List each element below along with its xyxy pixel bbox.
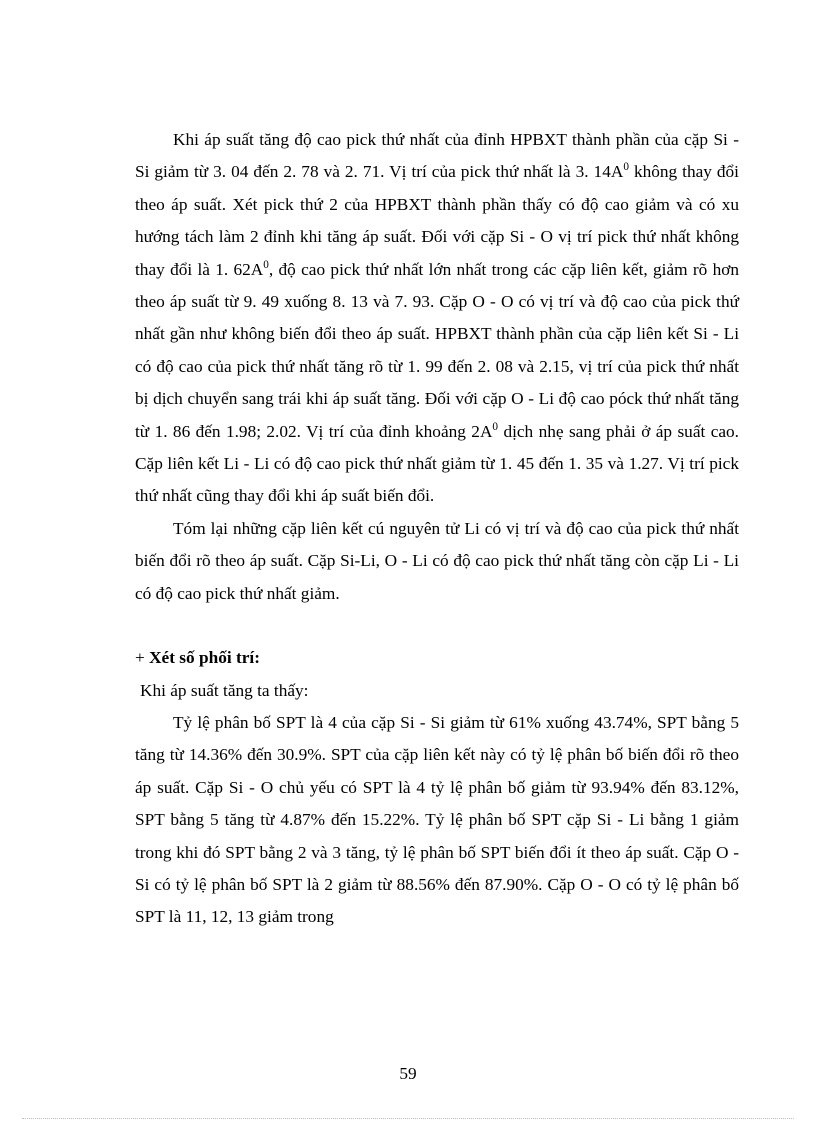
section-lead: Khi áp suất tăng ta thấy: xyxy=(140,680,309,700)
paragraph-summary xyxy=(135,513,739,610)
text-run: không thay đổi theo áp suất. Xét pick thứ 2 của HPBXT thành phần thấy có độ cao giảm và có xu hướng tách làm 2 đỉnh khi tăng áp suất. Đối với cặp Si - O vị trí pick thứ nhất không thay đổi là 1. 62A xyxy=(135,162,739,279)
text-run: Tóm lại những cặp liên kết cú nguyên tử Li có vị trí và độ cao của pick thứ nhất biến đổi rõ theo áp suất. Cặp Si-Li, O - Li có độ cao pick thứ nhất tăng còn cặp Li - Li có độ cao pick thứ nhất giảm. xyxy=(135,518,739,603)
heading-prefix: + xyxy=(135,648,145,668)
text-run: , độ cao pick thứ nhất lớn nhất trong các cặp liên kết, giảm rõ hơn theo áp suất từ 9. 49 xuống 8. 13 và 7. 93. Cặp O - O có vị trí và độ cao của pick thứ nhất gần như không biến đổi theo áp suất. HPBXT thành phần của cặp liên kết Si - Li có độ cao của pick thứ nhất tăng rõ từ 1. 99 đến 2. 08 và 2.15, vị trí của pick thứ nhất bị dịch chuyển sang trái khi áp suất tăng. Đối với cặp O - Li độ cao póck thứ nhất tăng từ 1. 86 đến 1.98; 2.02. Vị trí của đỉnh khoảng 2A xyxy=(135,259,739,441)
section-heading xyxy=(135,642,739,674)
text-run: Khi áp suất tăng độ cao pick thứ nhất của đỉnh HPBXT thành phần của cặp Si - Si giảm từ 3. 04 đến 2. 78 và 2. 71. Vị trí của pick thứ nhất là 3. 14A xyxy=(135,130,739,182)
page-body xyxy=(135,124,739,934)
section-spacer xyxy=(135,610,739,642)
superscript-zero: 0 xyxy=(492,420,499,433)
paragraph-peak-analysis xyxy=(135,124,739,513)
heading-text: Xét số phối trí: xyxy=(149,648,260,668)
superscript-zero: 0 xyxy=(623,161,629,174)
page-number: 59 xyxy=(399,1064,417,1083)
text-run: dịch nhẹ sang phải ở áp suất cao. Cặp liên kết Li - Li có độ cao pick thứ nhất giảm từ 1. 45 đến 1. 35 và 1.27. Vị trí pick thứ nhất cũng thay đổi khi áp suất biến đổi. xyxy=(135,421,739,506)
superscript-zero: 0 xyxy=(263,258,269,271)
paragraph-coordination: Tỷ lệ phân bố SPT là 4 của cặp Si - Si giảm từ 61% xuống 43.74%, SPT bằng 5 tăng từ 14.36% đến 30.9%. SPT của cặp liên kết này có tỷ lệ phân bố biến đổi rõ theo áp suất. Cặp Si - O chủ yếu có SPT là 4 tỷ lệ phân bố giảm từ 93.94% đến 83.12%, SPT bằng 5 tăng từ 4.87% đến 15.22%. Tỷ lệ phân bố SPT cặp Si - Li bằng 1 giảm trong khi đó SPT bằng 2 và 3 tăng, tỷ lệ phân bố SPT biến đổi ít theo áp suất. Cặp O - Si có tỷ lệ phân bố SPT là 2 giảm từ 88.56% đến 87.90%. Cặp O - O có tỷ lệ phân bố SPT là 11, 12, 13 giảm trong xyxy=(135,712,739,927)
footer-divider xyxy=(22,1118,794,1119)
